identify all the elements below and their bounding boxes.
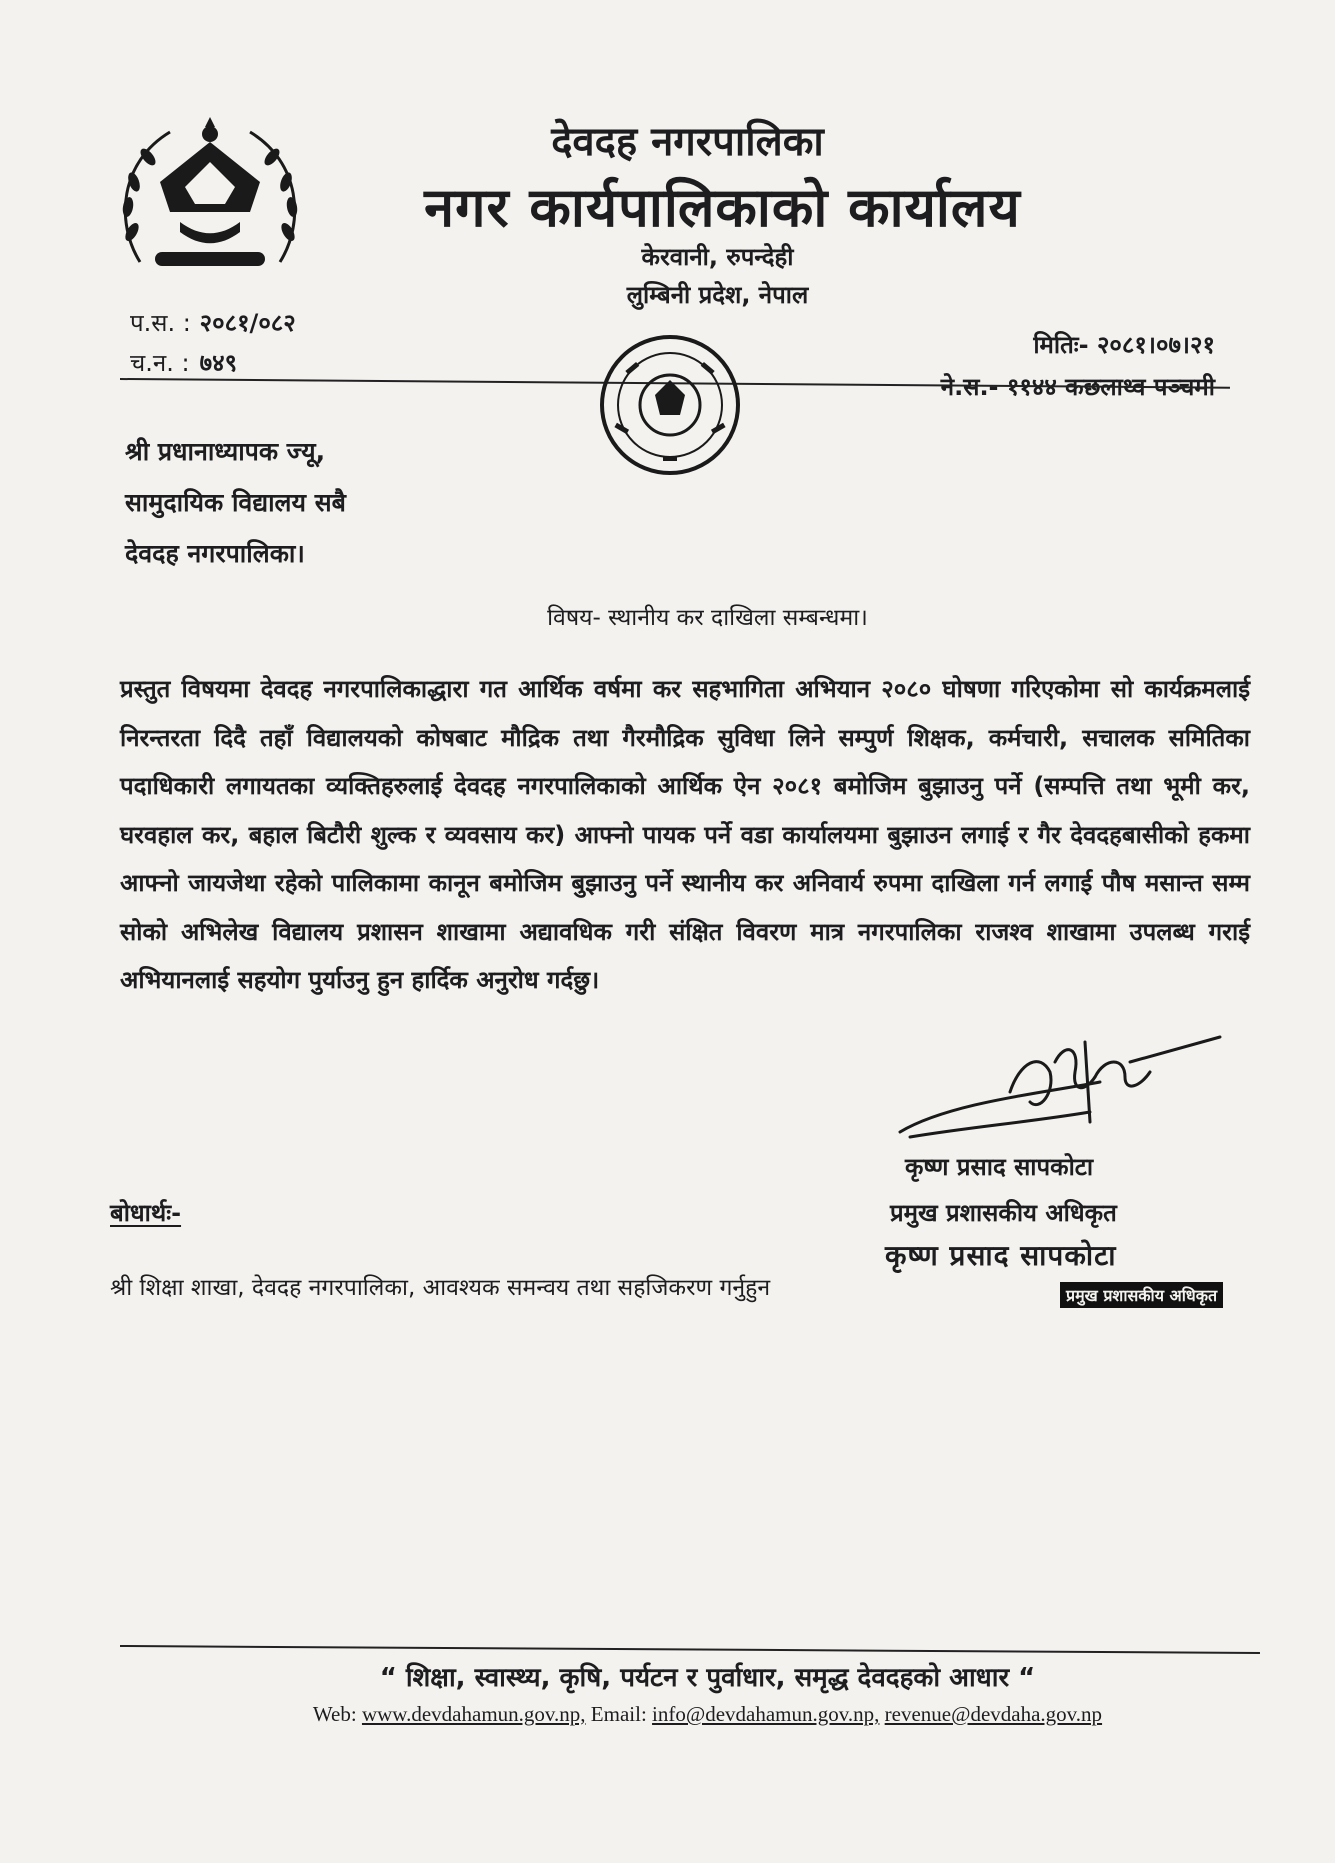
footer-motto: “ शिक्षा, स्वास्थ्य, कृषि, पर्यटन र पुर्वाधार, समृद्ध देवदहको आधार “ [379,1663,1036,1693]
office-address-line: केरवानी, रुपन्देही [641,243,794,271]
website-link[interactable]: www.devdahamun.gov.np, [361,1702,586,1726]
revenue-email-link[interactable]: revenue@devdaha.gov.np [884,1702,1103,1726]
dispatch-number-value: ७४९ [199,349,238,377]
recipient-line-3: देवदह नगरपालिका। [125,539,305,568]
footer-contacts [0,1702,1335,1727]
dispatch-number-label: च.न. : [130,349,190,377]
info-email-link[interactable]: info@devdahamun.gov.np, [652,1702,880,1726]
recipient-line-2: सामुदायिक विद्यालय सबै [125,488,346,517]
office-province-line: लुम्बिनी प्रदेश, नेपाल [626,281,809,309]
signatory-title: प्रमुख प्रशासकीय अधिकृत [890,1199,1117,1227]
signatory-stamp-title: प्रमुख प्रशासकीय अधिकृत [1060,1282,1223,1308]
cc-label: बोधार्थः- [110,1199,182,1227]
municipality-name: देवदह नगरपालिका [551,119,824,165]
office-stamp-icon [595,330,745,480]
recipient-line-1: श्री प्रधानाध्यापक ज्यू, [125,437,326,466]
signatory-name: कृष्ण प्रसाद सापकोटा [905,1153,1094,1181]
office-name: नगर कार्यपालिकाको कार्यालय [424,176,1021,239]
letter-date: मितिः- २०८१।०७।२१ [1033,331,1215,359]
dispatch-number-ref [130,346,237,379]
nepal-sambat-date: ने.स.- ११४४ कछलाथ्व पञ्चमी [940,373,1215,401]
cc-recipient-line: श्री शिक्षा शाखा, देवदह नगरपालिका, आवश्यक समन्वय तथा सहजिकरण गर्नुहुन [110,1275,771,1301]
fiscal-year-value: २०८१/०८२ [199,309,296,337]
fiscal-year-label: प.स. : [130,309,191,337]
fiscal-year-ref [130,306,296,339]
footer-divider [120,1645,1260,1654]
email-label: Email: [590,1702,647,1726]
letter-subject: विषय- स्थानीय कर दाखिला सम्बन्धमा। [547,605,868,631]
web-label: Web: [312,1702,357,1726]
letter-body: प्रस्तुत विषयमा देवदह नगरपालिकाद्धारा गत आर्थिक वर्षमा कर सहभागिता अभियान २०८० घोषणा गरिएकोमा सो कार्यक्रमलाई निरन्तरता दिदै तहाँ विद्यालयको कोषबाट मौद्रिक तथा गैरमौद्रिक सुविधा लिने सम्पुर्ण शिक्षक, कर्मचारी, सचालक समितिका पदाधिकारी लगायतका व्यक्तिहरुलाई देवदह नगरपालिकाको आर्थिक ऐन २०८१ बमोजिम बुझाउनु पर्ने (सम्पत्ति तथा भूमी कर, घरवहाल कर, बहाल बिटौरी शुल्क र व्यवसाय कर) आफ्नो पायक पर्ने वडा कार्यालयमा बुझाउन लगाई र गैर देवदहबासीको हकमा आफ्नो जायजेथा रहेको पालिकामा कानून बमोजिम बुझाउनु पर्ने स्थानीय कर अनिवार्य रुपमा दाखिला गर्न लगाई पौष मसान्त सम्म सोको अभिलेख विद्यालय प्रशासन शाखामा अद्यावधिक गरी संक्षित विवरण मात्र नगरपालिका राजश्व शाखामा उपलब्ध गराई अभियानलाई सहयोग पुर्याउनु हुन हार्दिक अनुरोध गर्दछु। [120,675,1250,994]
signatory-stamp-name: कृष्ण प्रसाद सापकोटा [885,1239,1117,1272]
handwritten-signature [890,1032,1230,1152]
